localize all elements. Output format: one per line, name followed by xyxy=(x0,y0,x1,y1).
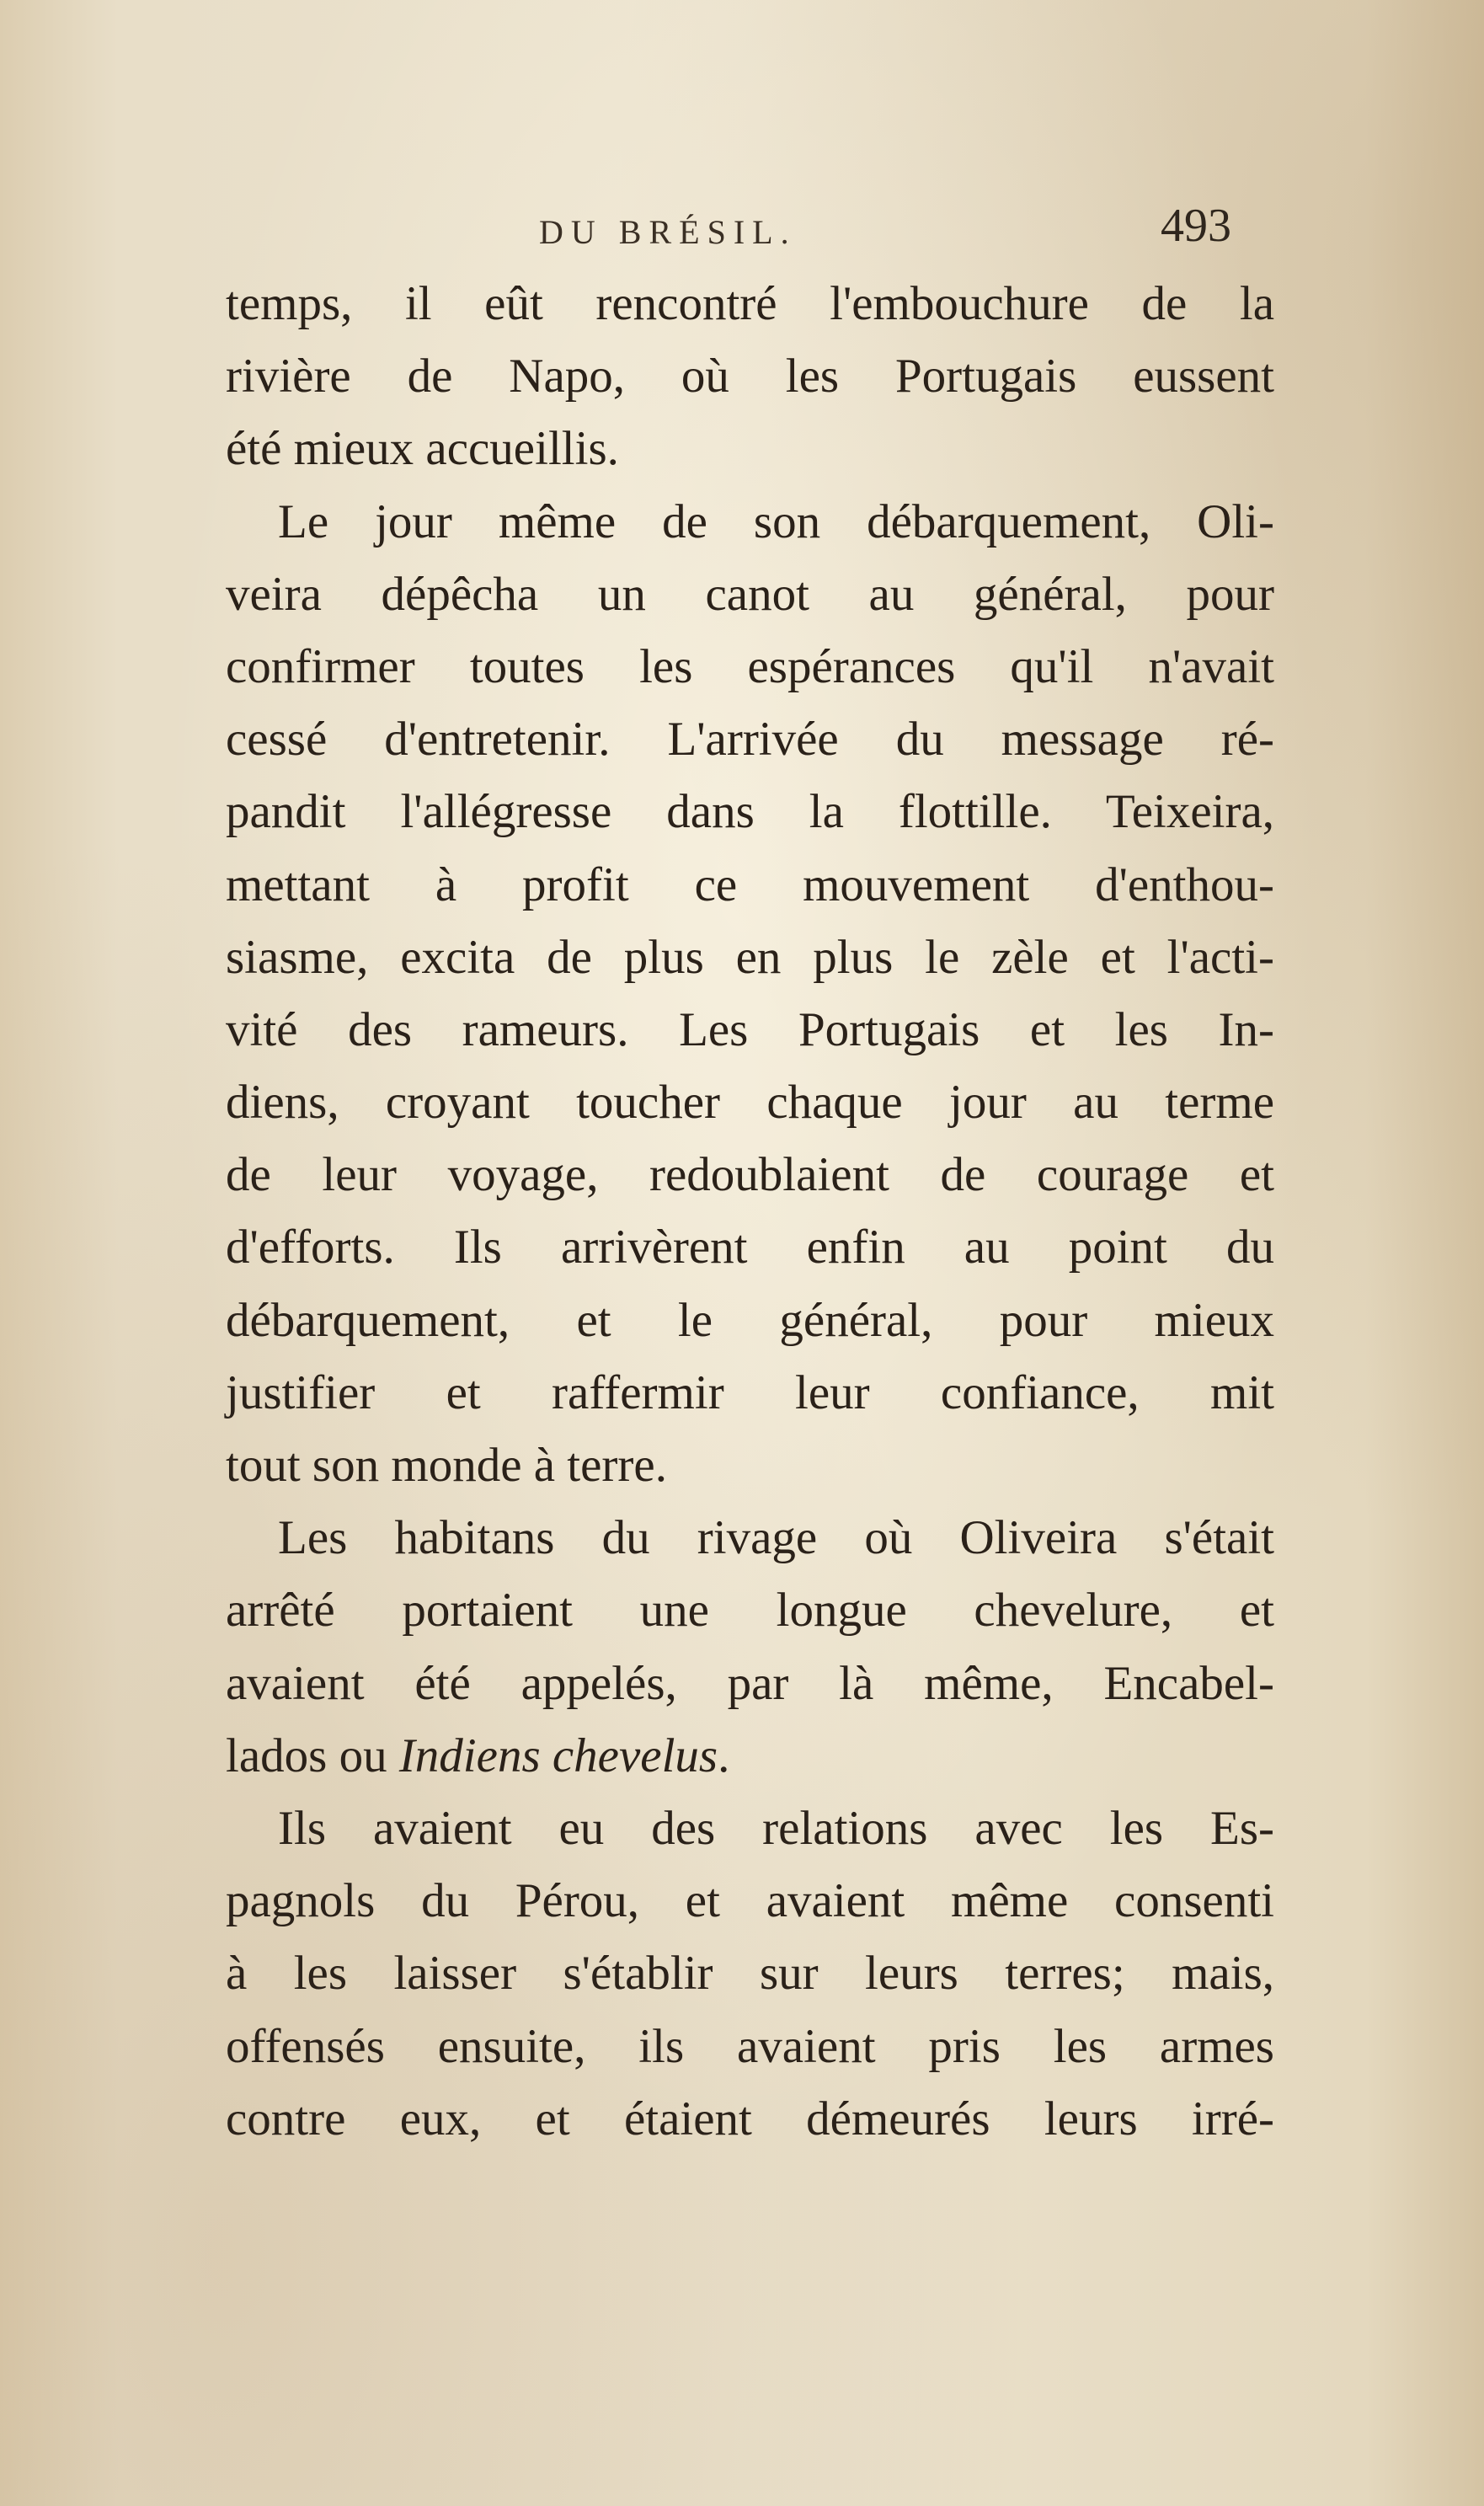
paragraph xyxy=(226,1793,1274,2156)
text-line: mettant à profit ce mouvement d'enthou- xyxy=(226,858,1274,911)
text-line: Le jour même de son débarquement, Oli- xyxy=(278,494,1274,548)
text-line: justifier et raffermir leur confiance, mit xyxy=(226,1365,1274,1419)
text-line: confirmer toutes les espérances qu'il n'avait xyxy=(226,639,1274,693)
text-line: avaient été appelés, par là même, Encabel- xyxy=(226,1656,1274,1710)
text-line: pandit l'allégresse dans la flottille. Teixeira, xyxy=(226,785,1274,839)
text-line: Les habitans du rivage où Oliveira s'était xyxy=(278,1511,1274,1565)
text-line: veira dépêcha un canot au général, pour xyxy=(226,567,1274,621)
text-line: diens, croyant toucher chaque jour au terme xyxy=(226,1076,1274,1130)
text-line: pagnols du Pérou, et avaient même consenti xyxy=(226,1874,1274,1928)
text-fragment: . xyxy=(718,1729,730,1782)
italic-term: Indiens chevelus xyxy=(398,1729,718,1782)
paragraph xyxy=(226,486,1274,1503)
text-line xyxy=(226,1720,1274,1793)
text-line: cessé d'entretenir. L'arrivée du message ré- xyxy=(226,713,1274,767)
body-text xyxy=(226,268,1274,2156)
paragraph xyxy=(226,1502,1274,1793)
text-line: contre eux, et étaient démeurés leurs irré- xyxy=(226,2092,1274,2145)
page-header xyxy=(0,199,1484,266)
text-line: tout son monde à terre. xyxy=(226,1439,667,1492)
text-line: à les laisser s'établir sur leurs terres; mais, xyxy=(226,1947,1274,2001)
text-line: été mieux accueillis. xyxy=(226,422,619,476)
text-line: rivière de Napo, où les Portugais eussent xyxy=(226,350,1274,403)
text-line: débarquement, et le général, pour mieux xyxy=(226,1293,1274,1347)
page-number: 493 xyxy=(1161,200,1231,252)
text-line: temps, il eût rencontré l'embouchure de la xyxy=(226,277,1274,330)
text-line: de leur voyage, redoublaient de courage et xyxy=(226,1148,1274,1202)
text-line: arrêté portaient une longue chevelure, et xyxy=(226,1584,1274,1638)
text-line: d'efforts. Ils arrivèrent enfin au point du xyxy=(226,1221,1274,1274)
text-line: siasme, excita de plus en plus le zèle et l'acti- xyxy=(226,930,1274,984)
paragraph xyxy=(226,268,1274,486)
running-head: DU BRÉSIL. xyxy=(539,213,797,251)
text-line: vité des rameurs. Les Portugais et les In- xyxy=(226,1002,1274,1056)
text-line: Ils avaient eu des relations avec les Es- xyxy=(278,1801,1274,1855)
text-fragment: lados ou xyxy=(226,1729,399,1782)
text-line: offensés ensuite, ils avaient pris les armes xyxy=(226,2019,1274,2073)
